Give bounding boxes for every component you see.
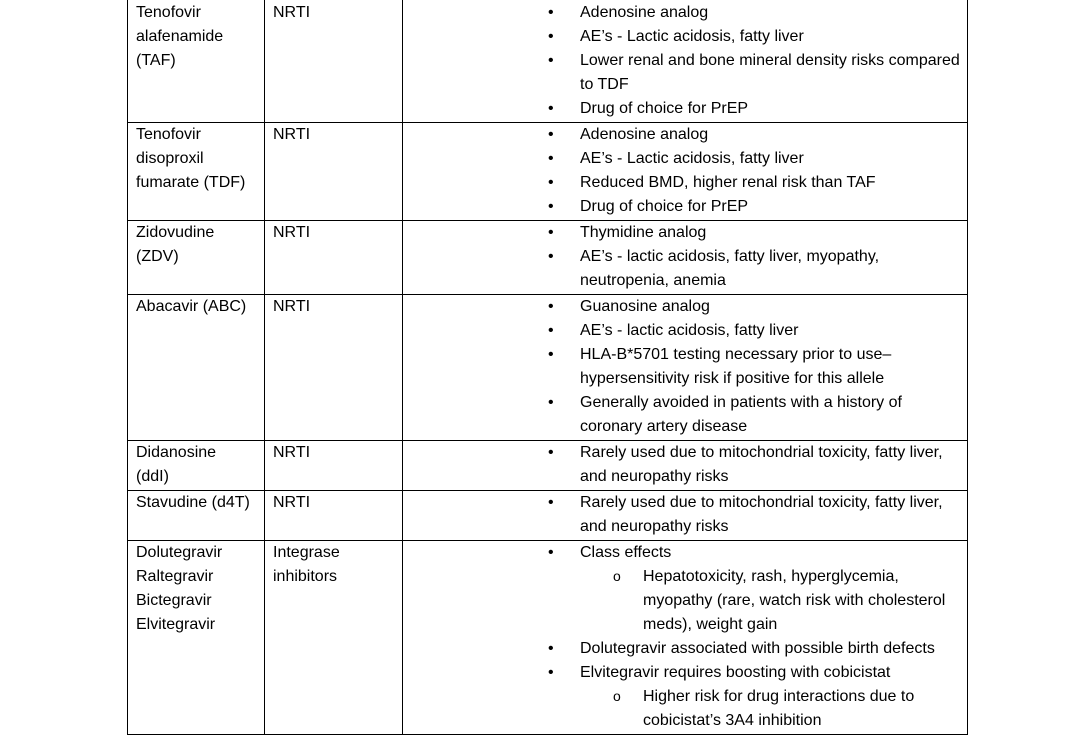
drug-name-cell — [128, 0, 265, 123]
bullet-item — [403, 147, 963, 171]
bullet-text: HLA-B*5701 testing necessary prior to use– hypersensitivity risk if positive for this allele — [580, 346, 892, 387]
drug-name-line: (ZDV) — [136, 248, 179, 265]
drug-class-cell — [265, 123, 403, 221]
drug-table — [127, 0, 968, 735]
bullet-text: Elvitegravir requires boosting with cobicistat — [580, 664, 891, 681]
drug-class-cell — [265, 221, 403, 295]
drug-class-cell — [265, 441, 403, 491]
bullet-item — [403, 295, 963, 319]
bullet-item — [403, 441, 963, 489]
notes-cell — [403, 123, 968, 221]
drug-name-line: Tenofovir — [136, 4, 201, 21]
sub-bullet-list — [580, 565, 963, 637]
notes-cell — [403, 0, 968, 123]
drug-name-line: fumarate (TDF) — [136, 174, 246, 191]
drug-class-line: Integrase — [273, 544, 340, 561]
bullet-text: AE’s - lactic acidosis, fatty liver, myopathy, neutropenia, anemia — [580, 248, 880, 289]
drug-class-line: NRTI — [273, 224, 311, 241]
bullet-text: AE’s - lactic acidosis, fatty liver — [580, 322, 799, 339]
bullet-text: Generally avoided in patients with a history of coronary artery disease — [580, 394, 902, 435]
drug-name-cell — [128, 295, 265, 441]
notes-cell — [403, 441, 968, 491]
notes-cell — [403, 491, 968, 541]
drug-name-line: Didanosine — [136, 444, 217, 461]
drug-class-line: NRTI — [273, 4, 311, 21]
drug-name-cell — [128, 541, 265, 735]
drug-name-line: Abacavir (ABC) — [136, 298, 247, 315]
notes-list — [403, 541, 963, 733]
bullet-text: Class effects — [580, 544, 672, 561]
drug-class-line: inhibitors — [273, 568, 338, 585]
bullet-item — [403, 49, 963, 97]
sub-bullet-item: o Hepatotoxicity, rash, hyperglycemia, myopathy (rare, watch risk with cholesterol meds), weight gain — [580, 565, 963, 637]
bullet-text: Adenosine analog — [580, 126, 709, 143]
bullet-item — [403, 541, 963, 637]
drug-name-line: alafenamide — [136, 28, 224, 45]
bullet-text: AE’s - Lactic acidosis, fatty liver — [580, 150, 804, 167]
bullet-item — [403, 195, 963, 219]
bullet-item — [403, 391, 963, 439]
drug-class-cell — [265, 0, 403, 123]
drug-class-line: NRTI — [273, 494, 311, 511]
bullet-text: Drug of choice for PrEP — [580, 100, 749, 117]
notes-list — [403, 295, 963, 439]
bullet-text: Rarely used due to mitochondrial toxicity, fatty liver, and neuropathy risks — [580, 444, 943, 485]
drug-name-cell — [128, 491, 265, 541]
table-row — [128, 441, 968, 491]
drug-name-line: Zidovudine — [136, 224, 215, 241]
bullet-item — [403, 171, 963, 195]
drug-name-cell — [128, 441, 265, 491]
sub-bullet-item: o Higher risk for drug interactions due to cobicistat’s 3A4 inhibition — [580, 685, 963, 733]
bullet-text: Dolutegravir associated with possible birth defects — [580, 640, 935, 657]
table-row — [128, 541, 968, 735]
bullet-text: Rarely used due to mitochondrial toxicity, fatty liver, and neuropathy risks — [580, 494, 943, 535]
drug-name-line: Stavudine (d4T) — [136, 494, 250, 511]
bullet-text: Guanosine analog — [580, 298, 710, 315]
bullet-item — [403, 123, 963, 147]
drug-class-cell — [265, 295, 403, 441]
table-row — [128, 491, 968, 541]
drug-name-line: disoproxil — [136, 150, 204, 167]
notes-cell — [403, 541, 968, 735]
bullet-text: Adenosine analog — [580, 4, 709, 21]
drug-class-cell — [265, 541, 403, 735]
table-row — [128, 123, 968, 221]
drug-name-line: (TAF) — [136, 52, 176, 69]
drug-name-line: Elvitegravir — [136, 616, 216, 633]
bullet-text: Thymidine analog — [580, 224, 707, 241]
notes-list — [403, 441, 963, 489]
bullet-item — [403, 221, 963, 245]
drug-name-line: Dolutegravir — [136, 544, 223, 561]
bullet-item — [403, 491, 963, 539]
drug-name-line: Bictegravir — [136, 592, 212, 609]
bullet-item — [403, 319, 963, 343]
bullet-item — [403, 245, 963, 293]
notes-list — [403, 123, 963, 219]
table-row — [128, 295, 968, 441]
bullet-item — [403, 661, 963, 733]
bullet-item — [403, 25, 963, 49]
notes-cell — [403, 295, 968, 441]
bullet-item — [403, 343, 963, 391]
notes-list — [403, 491, 963, 539]
notes-cell — [403, 221, 968, 295]
drug-name-line: Raltegravir — [136, 568, 214, 585]
drug-name-line: (ddI) — [136, 468, 169, 485]
bullet-text: AE’s - Lactic acidosis, fatty liver — [580, 28, 804, 45]
bullet-text: Drug of choice for PrEP — [580, 198, 749, 215]
table-row — [128, 0, 968, 123]
sub-bullet-list — [580, 685, 963, 733]
drug-class-cell — [265, 491, 403, 541]
table-row — [128, 221, 968, 295]
drug-class-line: NRTI — [273, 126, 311, 143]
bullet-item — [403, 1, 963, 25]
drug-name-line: Tenofovir — [136, 126, 201, 143]
bullet-item — [403, 637, 963, 661]
bullet-item — [403, 97, 963, 121]
drug-name-cell — [128, 221, 265, 295]
bullet-text: Lower renal and bone mineral density risks compared to TDF — [580, 52, 960, 93]
notes-list — [403, 1, 963, 121]
bullet-text: Reduced BMD, higher renal risk than TAF — [580, 174, 876, 191]
drug-class-line: NRTI — [273, 298, 311, 315]
drug-table-body — [128, 0, 968, 735]
notes-list — [403, 221, 963, 293]
drug-class-line: NRTI — [273, 444, 311, 461]
drug-name-cell — [128, 123, 265, 221]
